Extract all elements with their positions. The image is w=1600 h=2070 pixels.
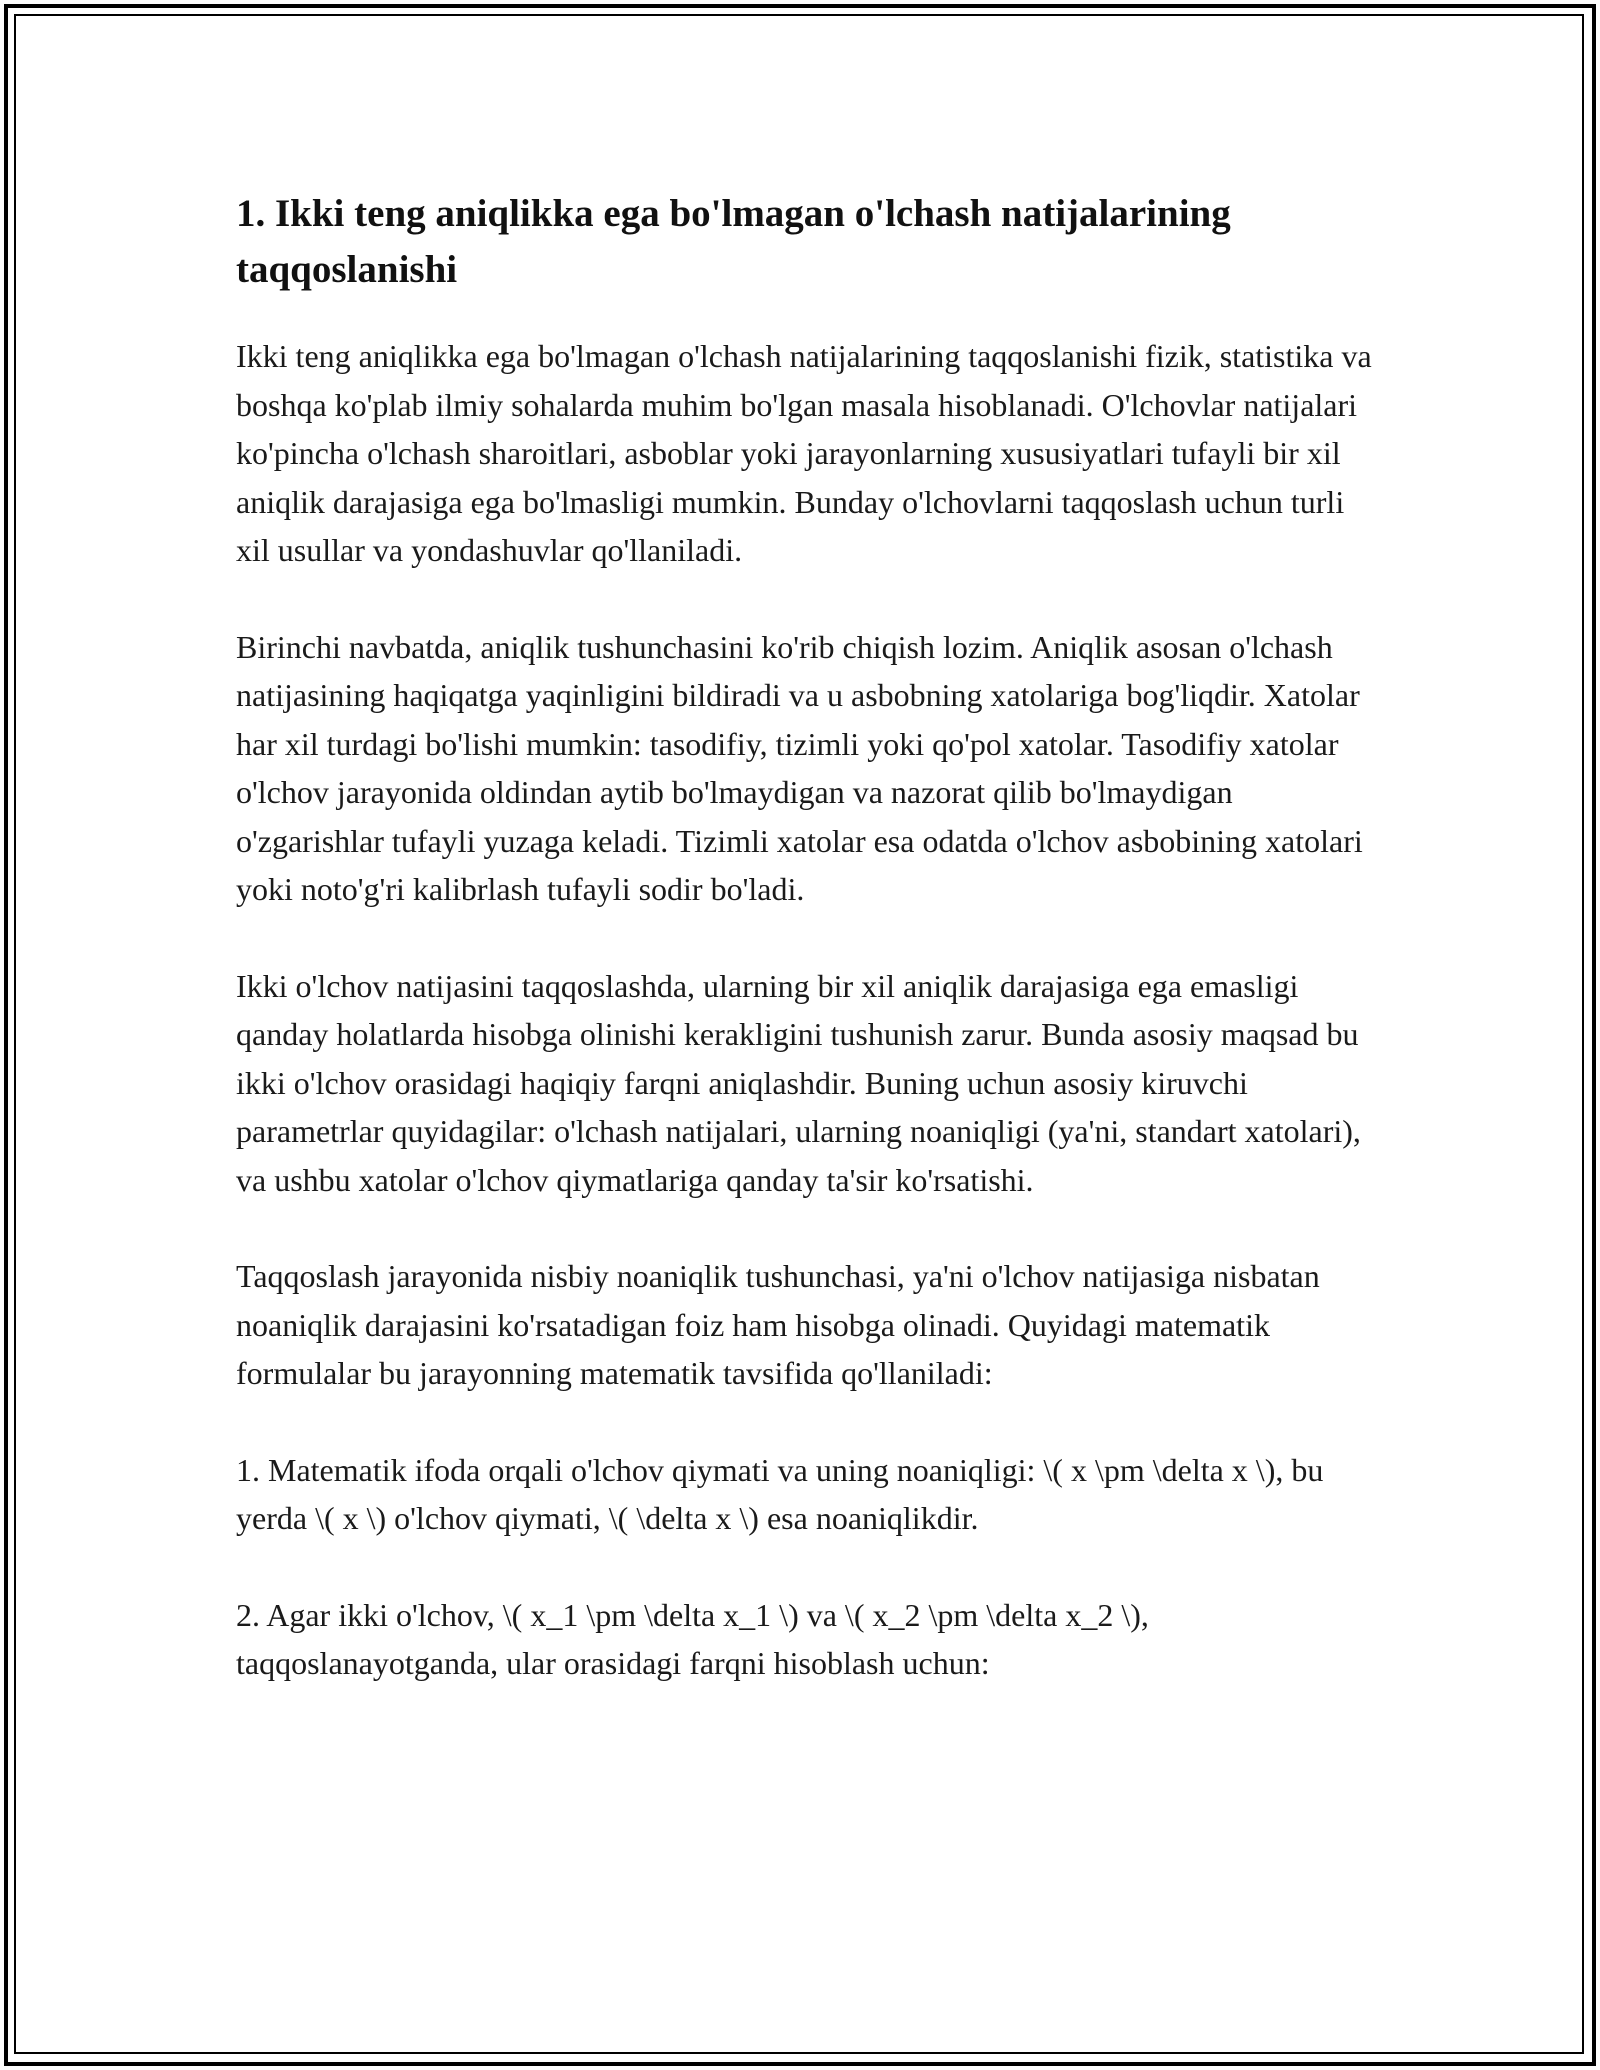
section-heading: 1. Ikki teng aniqlikka ega bo'lmagan o'lchash natijalarining taqqoslanishi [236, 192, 1231, 291]
paragraph-formula-1: 1. Matematik ifoda orqali o'lchov qiymati va uning noaniqligi: \( x \pm \delta x \), bu yerda \( x \) o'lchov qiymati, \( \delta x \) esa noaniqlikdir. [236, 1451, 1324, 1536]
paragraph-comparison: Ikki o'lchov natijasini taqqoslashda, ularning bir xil aniqlik darajasiga ega emasligi qanday holatlarda hisobga olinishi kerakligini tushunish zarur. Bunda asosiy maqsad bu ikki o'lchov orasidagi haqiqiy farqni aniqlashdir. Buning uchun asosiy kiruvchi parametrlar quyidagilar: o'lchash natijalari, ularning noaniqligi (ya'ni, standart xatolari), va ushbu xatolar o'lchov qiymatlariga qanday ta'sir ko'rsatishi. [236, 967, 1361, 1198]
paragraph-accuracy: Birinchi navbatda, aniqlik tushunchasini ko'rib chiqish lozim. Aniqlik asosan o'lchash natijasining haqiqatga yaqinligini bildiradi va u asbobning xatolariga bog'liqdir. Xatolar har xil turdagi bo'lishi mumkin: tasodifiy, tizimli yoki qo'pol xatolar. Tasodifiy xatolar o'lchov jarayonida oldindan aytib bo'lmaydigan va nazorat qilib bo'lmaydigan o'zgarishlar tufayli yuzaga keladi. Tizimli xatolar esa odatda o'lchov asbobining xatolari yoki noto'g'ri kalibrlash tufayli sodir bo'ladi. [236, 628, 1363, 907]
paragraph-formula-2: 2. Agar ikki o'lchov, \( x_1 \pm \delta x_1 \) va \( x_2 \pm \delta x_2 \), taqqoslanayotganda, ular orasidagi farqni hisoblash uchun: [236, 1596, 1149, 1681]
paragraph-intro: Ikki teng aniqlikka ega bo'lmagan o'lchash natijalarining taqqoslanishi fizik, statistika va boshqa ko'plab ilmiy sohalarda muhim bo'lgan masala hisoblanadi. O'lchovlar natijalari ko'pincha o'lchash sharoitlari, asboblar yoki jarayonlarning xususiyatlari tufayli bir xil aniqlik darajasiga ega bo'lmasligi mumkin. Bunday o'lchovlarni taqqoslash uchun turli xil usullar va yondashuvlar qo'llaniladi. [236, 338, 1372, 568]
document-body [236, 186, 1376, 1736]
paragraph-relative-uncertainty: Taqqoslash jarayonida nisbiy noaniqlik tushunchasi, ya'ni o'lchov natijasiga nisbatan noaniqlik darajasini ko'rsatadigan foiz ham hisobga olinadi. Quyidagi matematik formulalar bu jarayonning matematik tavsifida qo'llaniladi: [236, 1258, 1320, 1391]
